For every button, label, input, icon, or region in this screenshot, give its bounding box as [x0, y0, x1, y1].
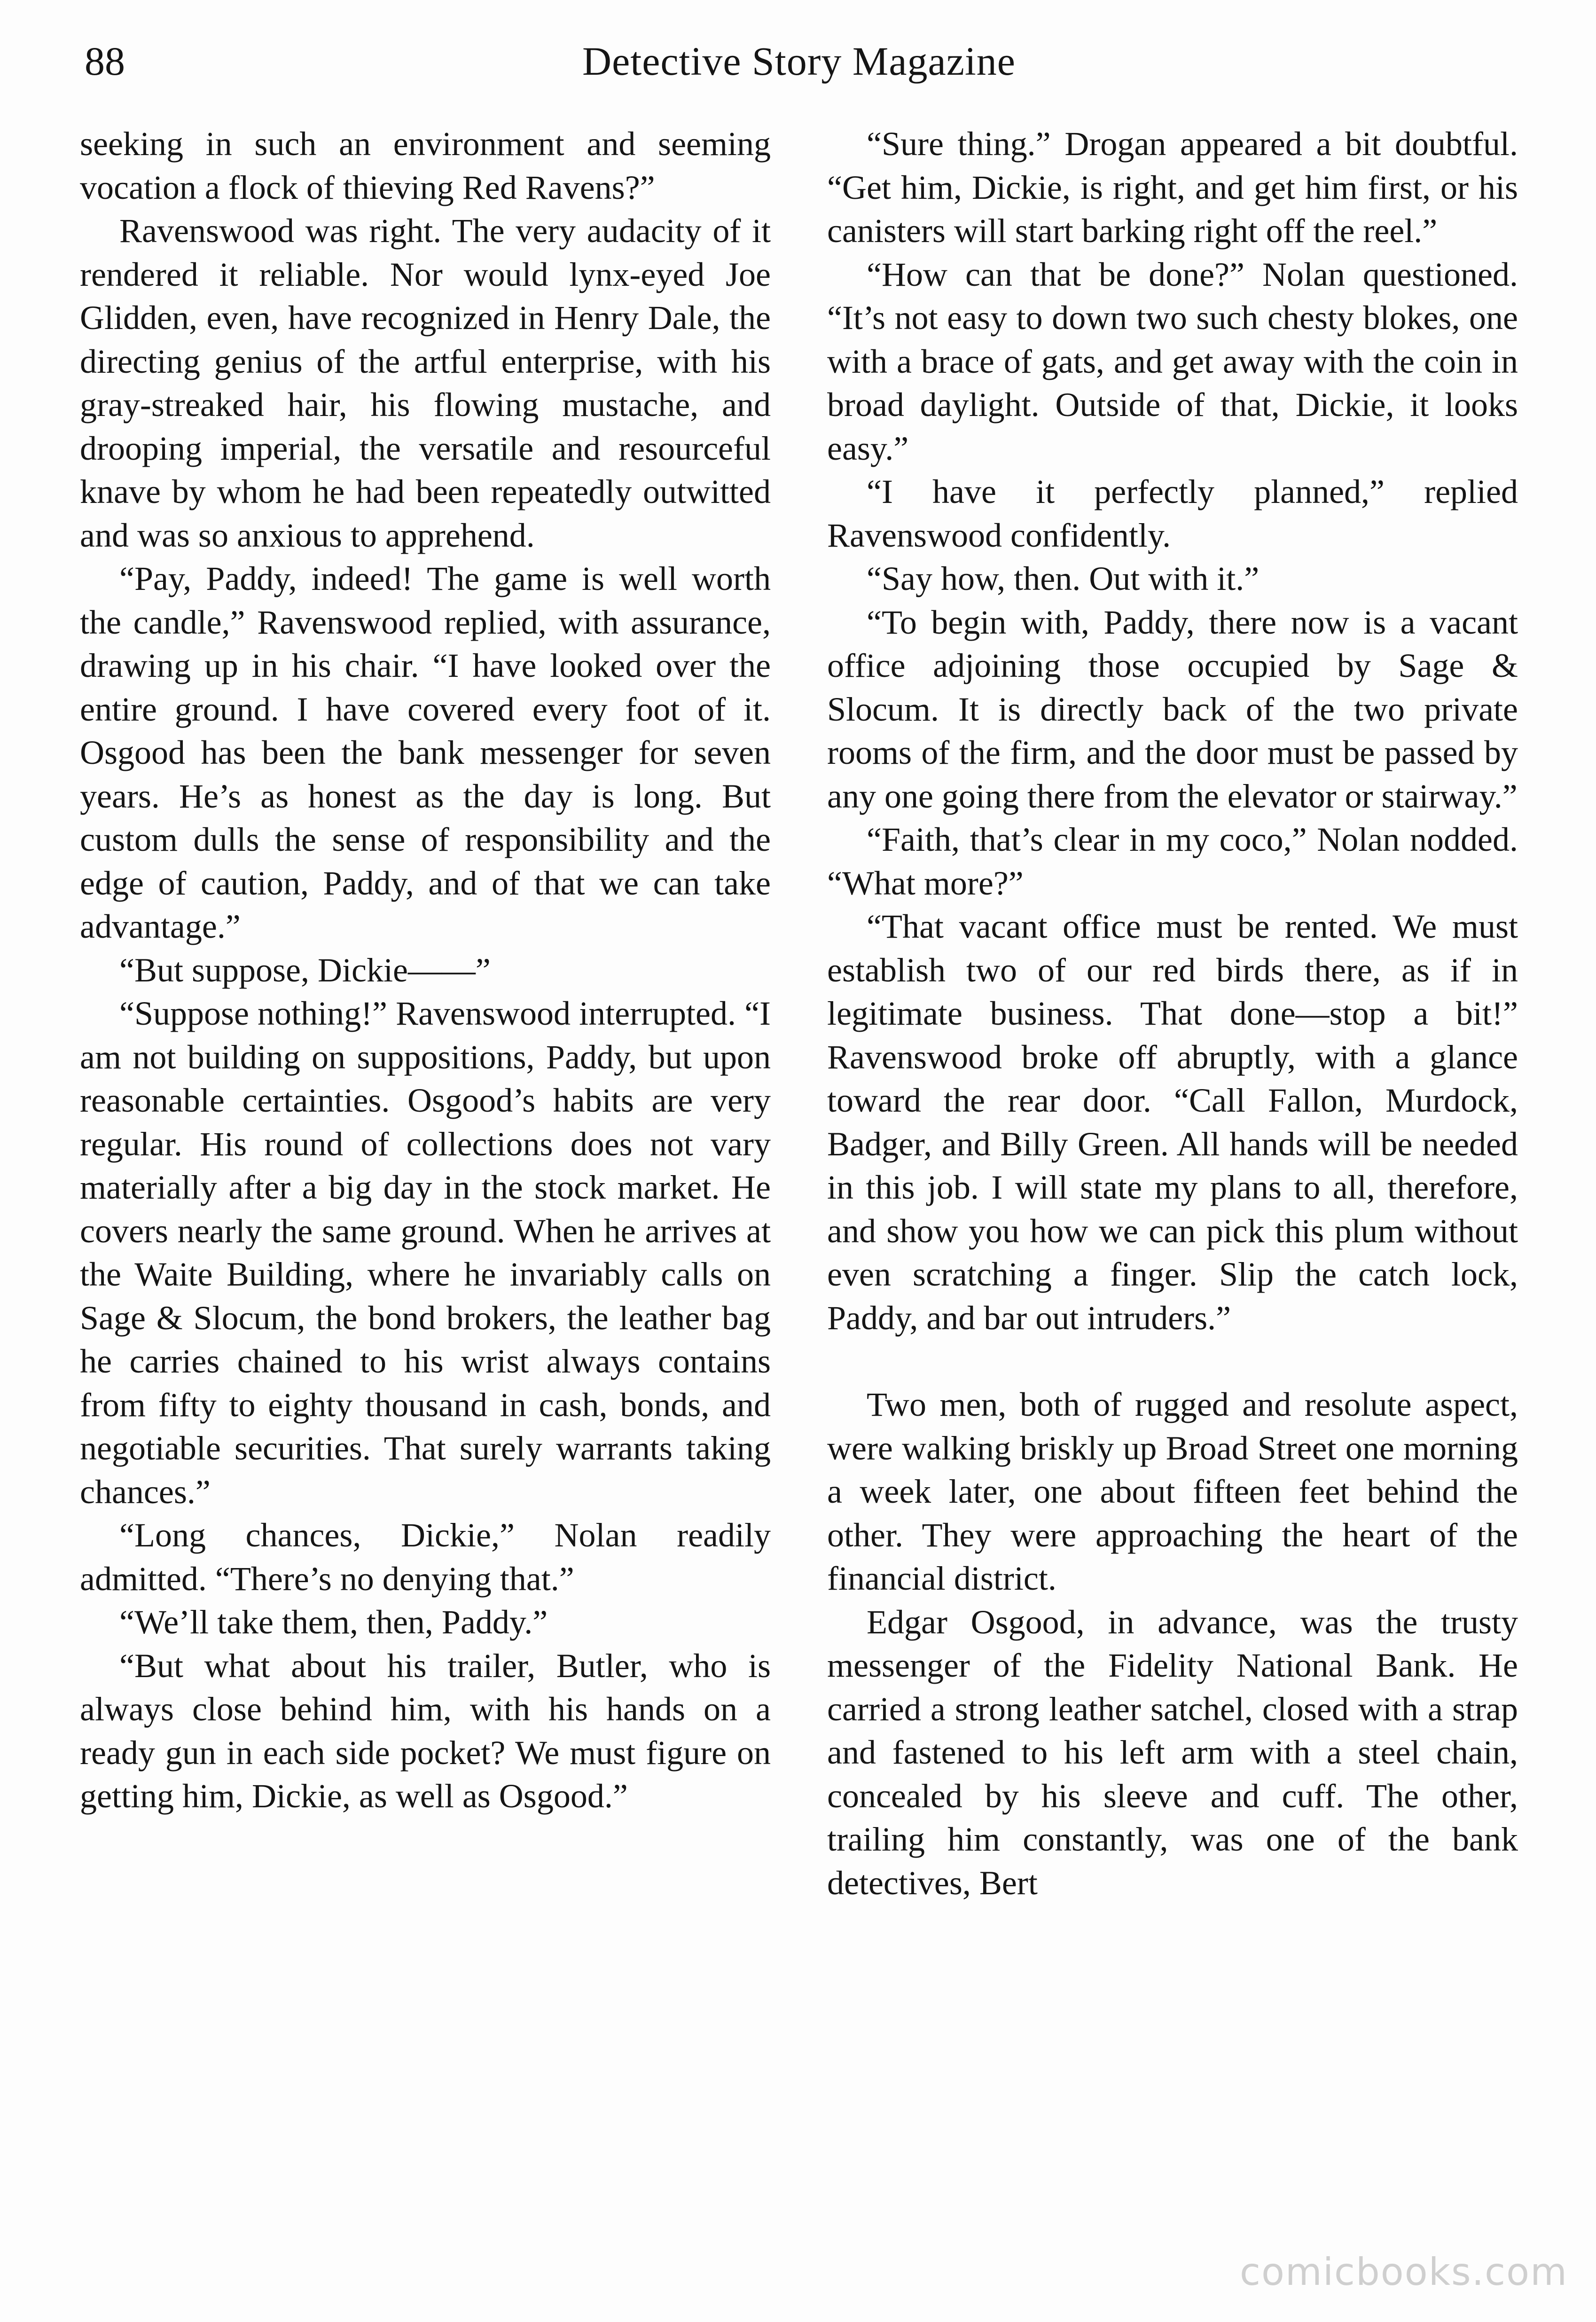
text-columns: [80, 122, 1518, 1905]
paragraph: “Sure thing.” Drogan appeared a bit doubtful. “Get him, Dickie, is right, and get him first, or his canisters will start barking right off the reel.”: [827, 125, 1518, 250]
watermark: comicbooks.com: [1239, 2250, 1568, 2294]
paragraph-section-break: Two men, both of rugged and resolute aspect, were walking briskly up Broad Street one morning a week later, one about fifteen feet behind the other. They were approaching the heart of the financial district.: [827, 1386, 1518, 1597]
right-column: [827, 122, 1518, 1905]
paragraph: “We’ll take them, then, Paddy.”: [119, 1603, 548, 1641]
page: [80, 28, 1518, 2294]
paragraph: “Pay, Paddy, indeed! The game is well worth the candle,” Ravenswood replied, with assurance, drawing up in his chair. “I have looked over the entire ground. I have covered every foot of it. Osgood has been the bank messenger for seven years. He’s as honest as the day is long. But custom dulls the sense of responsibility and the edge of caution, Paddy, and of that we can take advantage.”: [80, 560, 771, 945]
page-header: [80, 28, 1518, 108]
paragraph: “But suppose, Dickie——”: [119, 951, 491, 989]
paragraph: Edgar Osgood, in advance, was the trusty messenger of the Fidelity National Bank. He carried a strong leather satchel, closed with a strap and fastened to his left arm with a steel chain, concealed by his sleeve and cuff. The other, trailing him constantly, was one of the bank detectives, Bert: [827, 1603, 1518, 1902]
paragraph: “Faith, that’s clear in my coco,” Nolan nodded. “What more?”: [827, 821, 1518, 902]
paragraph: “I have it perfectly planned,” replied Ravenswood confidently.: [827, 473, 1518, 554]
paragraph: seeking in such an environment and seeming vocation a flock of thieving Red Ravens?”: [80, 125, 771, 206]
paragraph: “To begin with, Paddy, there now is a vacant office adjoining those occupied by Sage & Slocum. It is directly back of the two private rooms of the firm, and the door must be passed by any one going there from the elevator or stairway.”: [827, 603, 1518, 815]
paragraph: “But what about his trailer, Butler, who is always close behind him, with his hands on a ready gun in each side pocket? We must figure on getting him, Dickie, as well as Osgood.”: [80, 1647, 771, 1815]
paragraph: “How can that be done?” Nolan questioned. “It’s not easy to down two such chesty blokes, one with a brace of gats, and get away with the coin in broad daylight. Outside of that, Dickie, it looks easy.”: [827, 255, 1518, 467]
paragraph: “Suppose nothing!” Ravenswood interrupted. “I am not building on suppositions, Paddy, but upon reasonable certainties. Osgood’s habits are very regular. His round of collections does not vary materially after a big day in the stock market. He covers nearly the same ground. When he arrives at the Waite Building, where he invariably calls on Sage & Slocum, the bond brokers, the leather bag he carries chained to his wrist always contains from fifty to eighty thousand in cash, bonds, and negotiable securities. That surely warrants taking chances.”: [80, 995, 771, 1511]
paragraph: “Say how, then. Out with it.”: [867, 560, 1260, 597]
page-number: 88: [85, 39, 125, 84]
running-title: Detective Story Magazine: [582, 39, 1016, 84]
paragraph: “That vacant office must be rented. We must establish two of our red birds there, as if in legitimate business. That done—stop a bit!” Ravenswood broke off abruptly, with a glance toward the rear door. “Call Fallon, Murdock, Badger, and Billy Green. All hands will be needed in this job. I will state my plans to all, therefore, and show you how we can pick this plum without even scratching a finger. Slip the catch lock, Paddy, and bar out intruders.”: [827, 908, 1518, 1337]
paragraph: “Long chances, Dickie,” Nolan readily admitted. “There’s no denying that.”: [80, 1516, 771, 1598]
left-column: [80, 122, 771, 1905]
paragraph: Ravenswood was right. The very audacity of it rendered it reliable. Nor would lynx-eyed Joe Glidden, even, have recognized in Henry Dale, the directing genius of the artful enterprise, with his gray-streaked hair, his flowing mustache, and drooping imperial, the versatile and resourceful knave by whom he had been repeatedly outwitted and was so anxious to apprehend.: [80, 212, 771, 554]
